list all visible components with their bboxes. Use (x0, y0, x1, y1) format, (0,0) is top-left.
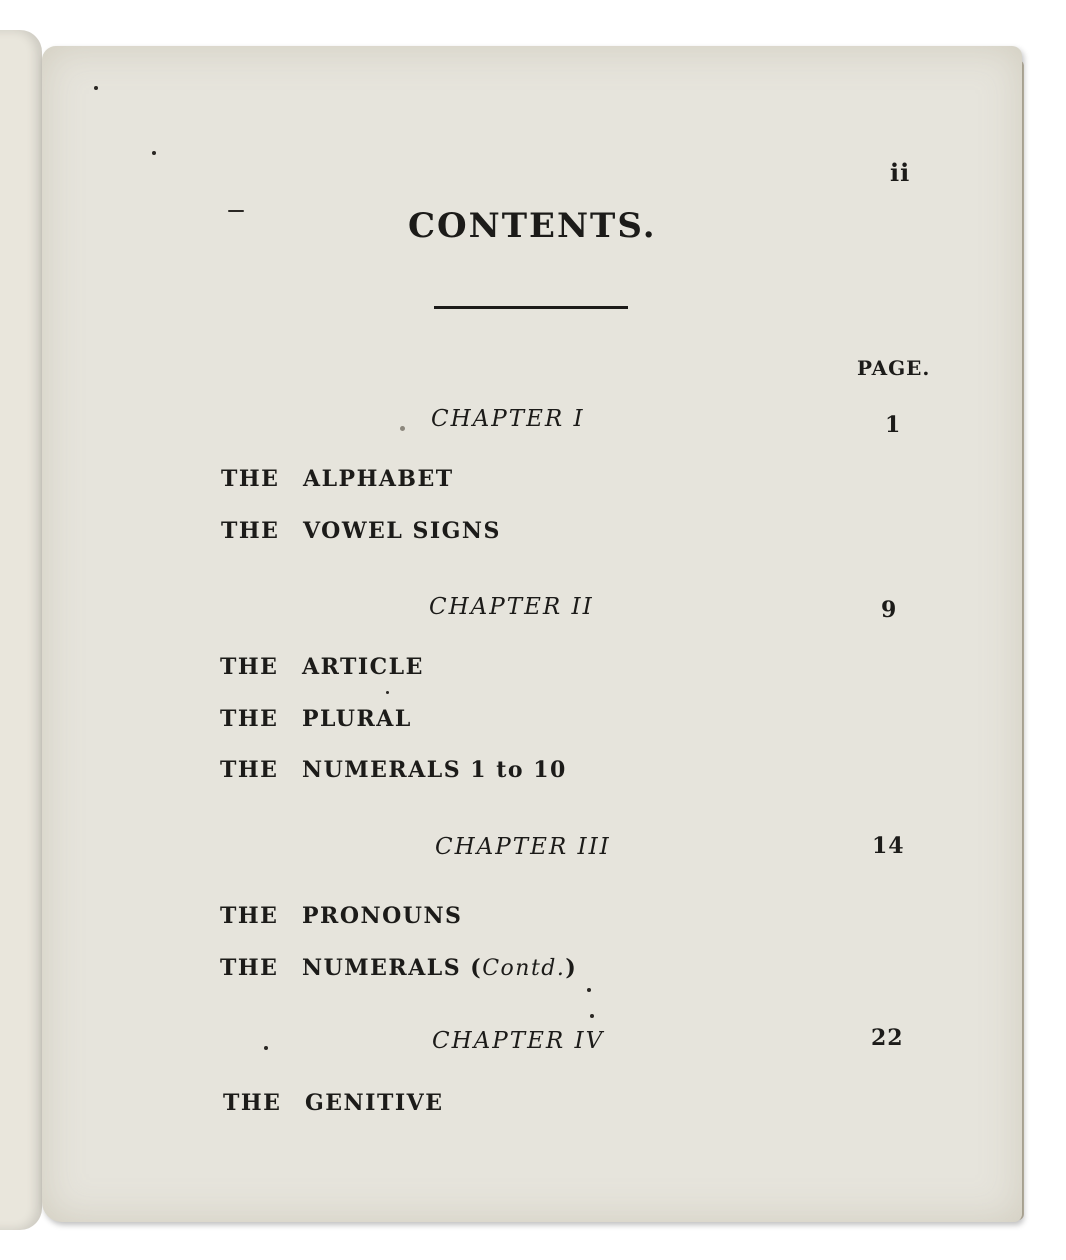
entry-topic: NUMERALS 1 to 10 (302, 757, 567, 783)
chapter-page-number: 14 (872, 833, 905, 859)
entry-article: THE (220, 903, 279, 929)
chapter-page-number: 9 (881, 597, 898, 623)
contents-entry (221, 466, 454, 492)
facing-page-edge (0, 30, 42, 1230)
ink-speck (94, 86, 98, 90)
contents-entry (220, 903, 462, 929)
entry-topic: NUMERALS ( (302, 955, 483, 981)
entry-topic: ARTICLE (302, 654, 424, 680)
entry-article: THE (220, 955, 279, 981)
contents-entry (220, 654, 424, 680)
entry-article: THE (220, 654, 279, 680)
chapter-heading: CHAPTER I (431, 406, 585, 432)
entry-article: THE (220, 706, 279, 732)
entry-article: THE (221, 466, 280, 492)
ink-speck (590, 1014, 594, 1018)
page-number: ii (890, 158, 911, 187)
title-rule (434, 306, 628, 309)
chapter-page-number: 1 (885, 412, 902, 438)
entry-topic: GENITIVE (305, 1090, 444, 1116)
entry-topic: PLURAL (302, 706, 412, 732)
entry-topic: ALPHABET (303, 466, 454, 492)
page-title: CONTENTS. (408, 206, 657, 246)
entry-topic: VOWEL SIGNS (303, 518, 501, 544)
contents-entry (220, 757, 567, 783)
entry-suffix: ) (565, 955, 578, 981)
chapter-heading: CHAPTER II (429, 594, 594, 620)
ink-speck (152, 151, 156, 155)
entry-article: THE (223, 1090, 282, 1116)
entry-article: THE (221, 518, 280, 544)
chapter-heading: CHAPTER III (435, 834, 611, 860)
ink-speck (264, 1046, 268, 1050)
ink-speck (386, 691, 389, 694)
ink-speck (400, 426, 405, 431)
page-column-heading: PAGE. (857, 356, 931, 380)
contents-entry (220, 706, 412, 732)
entry-topic: PRONOUNS (302, 903, 463, 929)
contents-entry (221, 518, 501, 544)
contents-entry (223, 1090, 443, 1116)
ink-speck (228, 210, 244, 212)
ink-speck (587, 988, 591, 992)
chapter-heading: CHAPTER IV (432, 1028, 605, 1054)
contents-entry (220, 955, 577, 981)
chapter-page-number: 22 (871, 1025, 904, 1051)
entry-article: THE (220, 757, 279, 783)
entry-note: Contd. (482, 956, 566, 981)
